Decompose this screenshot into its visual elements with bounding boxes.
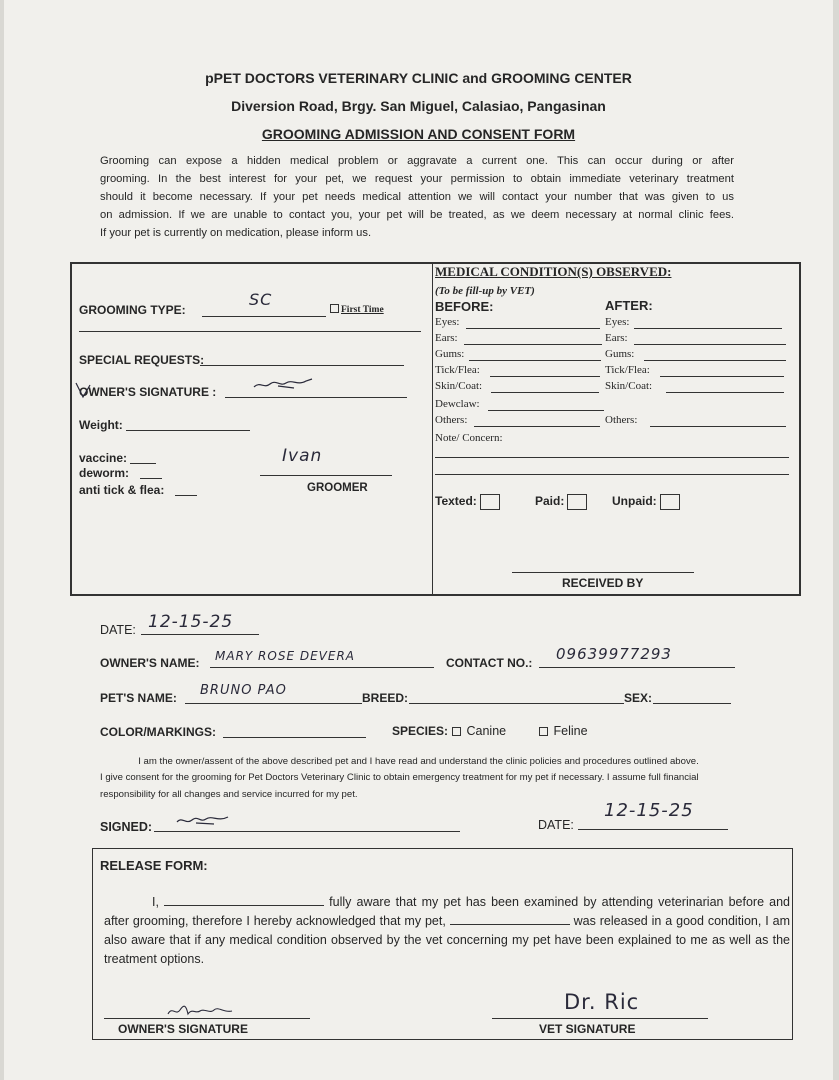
paid-checkbox[interactable] (535, 494, 587, 510)
first-time-label: First Time (341, 305, 384, 315)
note-line[interactable] (435, 457, 789, 458)
release-owner-signature-label: OWNER'S SIGNATURE (118, 1022, 248, 1036)
after-item-label: Ears: (605, 332, 628, 344)
received-by-field[interactable] (512, 572, 694, 573)
anti-tick-label: anti tick & flea: (79, 483, 165, 497)
after-item-label: Skin/Coat: (605, 380, 653, 392)
owner-name-label: OWNER'S NAME: (100, 656, 200, 670)
after-item-field[interactable] (650, 426, 786, 427)
color-markings-field[interactable] (223, 737, 366, 738)
after-item-field[interactable] (666, 392, 784, 393)
intro-line: If your pet is currently on medication, please inform us. (100, 227, 372, 239)
vet-signature-value: Dr. Ric (564, 990, 640, 1014)
release-title: RELEASE FORM: (100, 858, 208, 873)
date-label: DATE: (100, 623, 136, 637)
before-item-label: Gums: (435, 348, 465, 360)
vet-signature-label: VET SIGNATURE (539, 1022, 636, 1036)
consent-line: I give consent for the grooming for Pet Doctors Veterinary Clinic to obtain emergency treatment for my pet if necessary. I assume full financial (100, 772, 699, 783)
breed-field[interactable] (409, 703, 624, 704)
release-owner-name-field[interactable] (164, 894, 324, 906)
before-item-field[interactable] (474, 426, 600, 427)
pet-name-value: BRUNO PAO (200, 683, 287, 698)
color-markings-label: COLOR/MARKINGS: (100, 725, 216, 739)
intro-line: Grooming can expose a hidden medical problem or aggravate a current one. This can occur during or after (100, 155, 734, 167)
before-item-label: Tick/Flea: (435, 364, 480, 376)
checkbox-square[interactable] (452, 727, 461, 736)
consent-date-value: 12-15-25 (604, 800, 694, 821)
after-item-field[interactable] (644, 360, 786, 361)
paid-label: Paid: (535, 494, 565, 509)
before-item-field[interactable] (469, 360, 601, 361)
consent-line: I am the owner/assent of the above described pet and I have read and understand the clinic policies and procedures outlined above. (138, 756, 699, 767)
column-divider (432, 262, 433, 596)
contact-field[interactable] (539, 667, 735, 668)
contact-value: 09639977293 (556, 645, 672, 663)
before-item-label: Dewclaw: (435, 398, 480, 410)
before-item-field[interactable] (488, 410, 604, 411)
weight-label: Weight: (79, 418, 123, 432)
note-concern-label: Note/ Concern: (435, 432, 503, 444)
before-item-label: Skin/Coat: (435, 380, 483, 392)
intro-paragraph (100, 152, 734, 242)
consent-date-field[interactable] (578, 829, 728, 830)
checkbox-square[interactable] (330, 304, 339, 313)
grooming-type-field[interactable] (202, 316, 326, 317)
intro-line: on admission. If we are unable to contact you, your pet will be treated, as we deem necessary at normal clinic fees. (100, 209, 734, 221)
intro-line: grooming. In the best interest for your pet, we request your permission to obtain immediate veterinary treatment (100, 173, 734, 185)
owner-signature-scribble (250, 375, 316, 395)
after-item-field[interactable] (634, 328, 782, 329)
owner-name-value: MARY ROSE DEVERA (215, 649, 356, 663)
first-time-checkbox[interactable] (330, 304, 384, 315)
before-item-field[interactable] (464, 344, 602, 345)
species-label: SPECIES: (392, 724, 449, 738)
owner-name-field[interactable] (210, 667, 434, 668)
release-owner-signature-field[interactable] (104, 1018, 310, 1019)
canine-option[interactable] (452, 724, 506, 738)
before-item-field[interactable] (466, 328, 600, 329)
grooming-type-label: GROOMING TYPE: (79, 303, 186, 317)
note-line[interactable] (435, 474, 789, 475)
after-item-label: Gums: (605, 348, 635, 360)
groomer-field[interactable] (260, 475, 392, 476)
pet-name-label: PET'S NAME: (100, 691, 177, 705)
after-item-field[interactable] (660, 376, 784, 377)
after-label: AFTER: (605, 298, 653, 313)
before-label: BEFORE: (435, 299, 494, 314)
groomer-label: GROOMER (307, 482, 368, 494)
unpaid-checkbox[interactable] (612, 494, 680, 510)
after-item-label: Others: (605, 414, 638, 426)
breed-label: BREED: (362, 691, 409, 705)
deworm-field[interactable] (140, 478, 162, 479)
before-item-field[interactable] (491, 392, 599, 393)
feline-label: Feline (553, 724, 588, 738)
before-item-label: Others: (435, 414, 468, 426)
vet-signature-field[interactable] (492, 1018, 708, 1019)
medical-condition-subtitle: (To be fill-up by VET) (435, 285, 535, 297)
grooming-type-value: SC (249, 290, 273, 309)
pet-name-field[interactable] (185, 703, 362, 704)
clinic-name: pPET DOCTORS VETERINARY CLINIC and GROOMING CENTER (205, 70, 632, 86)
sex-label: SEX: (624, 691, 653, 705)
form-sheet (4, 0, 833, 1080)
vaccine-field[interactable] (130, 463, 156, 464)
signed-scribble (174, 812, 232, 830)
form-title: GROOMING ADMISSION AND CONSENT FORM (261, 126, 576, 142)
groomer-value: Ivan (282, 446, 323, 466)
checkbox-square[interactable] (567, 494, 587, 510)
unpaid-label: Unpaid: (612, 494, 657, 509)
special-requests-field[interactable] (200, 365, 404, 366)
consent-date-label: DATE: (538, 818, 574, 832)
release-text-1: fully aware that my pet has been examined by attending veterinarian before and after grooming, therefore I hereby acknowledged that my pet, (104, 895, 790, 928)
consent-line: responsibility for all changes and service incurred for my pet. (100, 789, 358, 800)
checkbox-square[interactable] (539, 727, 548, 736)
intro-line: should it become necessary. If your pet needs medical attention we will contact your number that was given to us (100, 191, 734, 203)
weight-field[interactable] (126, 430, 250, 431)
medical-condition-title: MEDICAL CONDITION(S) OBSERVED: (435, 264, 672, 279)
date-value: 12-15-25 (148, 612, 234, 632)
after-item-field[interactable] (634, 344, 786, 345)
owner-signature-field[interactable] (225, 397, 407, 398)
vaccine-label: vaccine: (79, 451, 128, 465)
received-by-label: RECEIVED BY (562, 576, 644, 590)
anti-tick-field[interactable] (175, 495, 197, 496)
signed-field[interactable] (154, 831, 460, 832)
before-item-label: Ears: (435, 332, 458, 344)
texted-label: Texted: (435, 494, 477, 509)
owner-signature-label: OWNER'S SIGNATURE : (79, 385, 217, 399)
feline-option[interactable] (539, 724, 588, 738)
sex-field[interactable] (653, 703, 731, 704)
grooming-type-extra-line (79, 331, 421, 332)
before-item-label: Eyes: (435, 316, 460, 328)
checkmark-stroke (74, 381, 92, 401)
after-item-label: Eyes: (605, 316, 630, 328)
contact-label: CONTACT NO.: (446, 656, 533, 670)
after-item-label: Tick/Flea: (605, 364, 650, 376)
release-i: I, (152, 895, 159, 909)
before-item-field[interactable] (490, 376, 600, 377)
signed-label: SIGNED: (100, 820, 153, 834)
checkbox-square[interactable] (660, 494, 680, 510)
deworm-label: deworm: (79, 466, 130, 480)
release-text-2: was released in a good condition, I am also aware that if any medical condition observed by the vet concerning my pet have been explained to me as well as the treatment options. (104, 914, 790, 966)
release-paragraph (104, 893, 790, 969)
clinic-address: Diversion Road, Brgy. San Miguel, Calasiao, Pangasinan (231, 98, 606, 114)
texted-checkbox[interactable] (435, 494, 500, 510)
checkbox-square[interactable] (480, 494, 500, 510)
date-field[interactable] (141, 634, 259, 635)
canine-label: Canine (466, 724, 507, 738)
release-pet-name-field[interactable] (450, 913, 570, 925)
special-requests-label: SPECIAL REQUESTS: (79, 353, 205, 367)
